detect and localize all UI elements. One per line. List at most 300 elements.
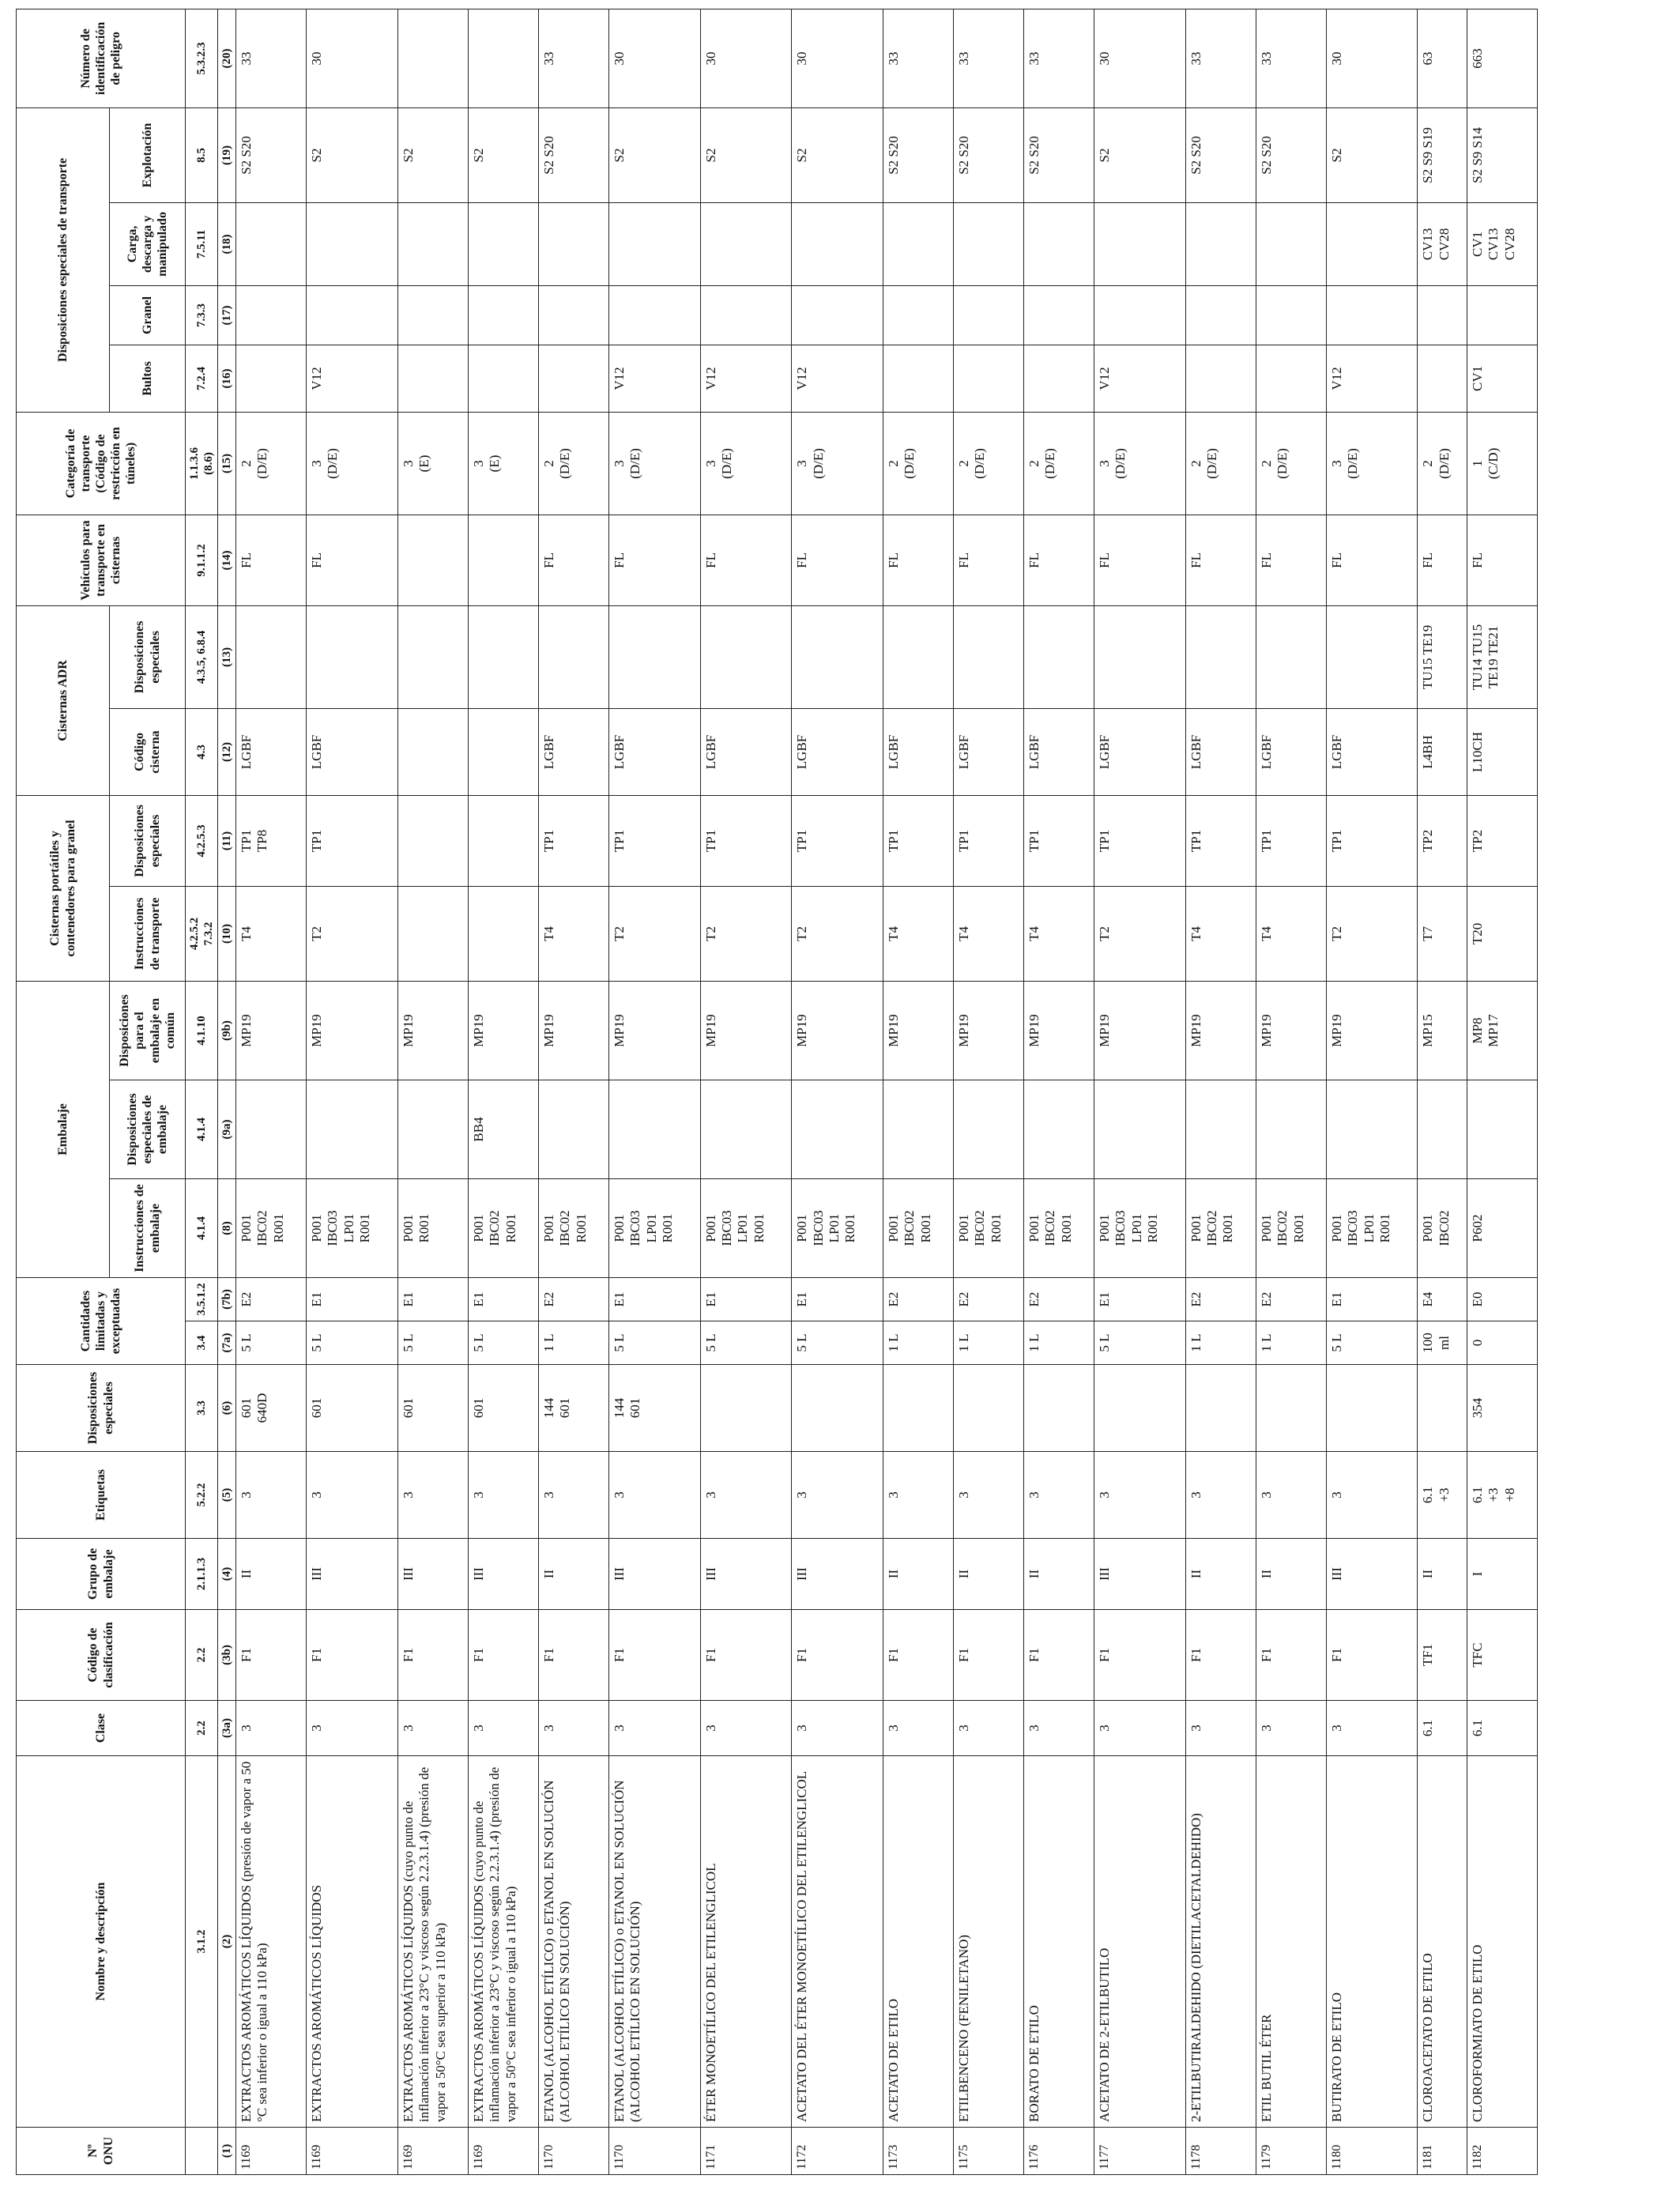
name-cell: ETANOL (ALCOHOL ETÍLICO) o ETANOL EN SOLUCIÓN (ALCOHOL ETÍLICO EN SOLUCIÓN): [538, 1756, 608, 2128]
bulk-cell: [538, 285, 608, 345]
packages-cell: [468, 345, 538, 412]
hazard-number-cell: 30: [792, 9, 883, 107]
operation-cell: S2: [307, 107, 398, 202]
loading-cell: [397, 202, 468, 285]
bulk-cell: [1418, 285, 1467, 345]
class-cell: 3: [953, 1701, 1023, 1756]
special-packing-cell: [953, 1080, 1023, 1179]
special-provisions-cell: 601: [468, 1365, 538, 1452]
packing-instructions-cell: P001 IBC03 LP01 R001: [307, 1179, 398, 1278]
limited-quantity-cell: 1 L: [1185, 1321, 1256, 1365]
header-hazard-number: Número de identificación de peligro: [17, 9, 186, 107]
tank-special-cell: [397, 605, 468, 708]
packages-cell: [538, 345, 608, 412]
column-number-cell: (8): [218, 1179, 236, 1278]
packing-instructions-cell: P001 IBC03 LP01 R001: [608, 1179, 700, 1278]
packing-group-cell: II: [1256, 1539, 1326, 1610]
transport-category-cell: 3 (E): [397, 412, 468, 515]
table-row: [700, 9, 792, 2174]
classification-code-cell: F1: [468, 1610, 538, 1701]
classification-code-cell: F1: [538, 1610, 608, 1701]
excepted-quantity-cell: E1: [468, 1278, 538, 1321]
operation-cell: S2 S20: [1023, 107, 1094, 202]
packing-group-cell: II: [1023, 1539, 1094, 1610]
header-un-number: Nº ONU: [17, 2128, 186, 2175]
tank-special-cell: TU14 TU15 TE19 TE21: [1467, 605, 1537, 708]
packing-instructions-cell: P001 R001: [397, 1179, 468, 1278]
portable-tank-instructions-cell: [468, 886, 538, 981]
reference-cell: [186, 2128, 218, 2175]
tank-vehicle-cell: [397, 515, 468, 605]
portable-tank-special-cell: TP1: [792, 795, 883, 886]
header-tank-vehicle: Vehículos para transporte en cisternas: [17, 515, 186, 605]
packing-instructions-cell: P001 IBC02 R001: [1023, 1179, 1094, 1278]
class-cell: 3: [1256, 1701, 1326, 1756]
un-number-cell: 1169: [236, 2128, 307, 2175]
hazard-number-cell: 63: [1418, 9, 1467, 107]
name-cell: 2-ETILBUTIRALDEHIDO (DIETILACETALDEHIDO): [1185, 1756, 1256, 2128]
labels-cell: 3: [1023, 1452, 1094, 1539]
loading-cell: [1326, 202, 1418, 285]
tank-special-cell: [700, 605, 792, 708]
portable-tank-special-cell: TP1: [608, 795, 700, 886]
limited-quantity-cell: 5 L: [468, 1321, 538, 1365]
hazard-number-cell: 33: [1256, 9, 1326, 107]
classification-code-cell: TF1: [1418, 1610, 1467, 1701]
tank-vehicle-cell: FL: [792, 515, 883, 605]
limited-quantity-cell: 1 L: [953, 1321, 1023, 1365]
tank-vehicle-cell: FL: [1185, 515, 1256, 605]
portable-tank-special-cell: TP1: [1326, 795, 1418, 886]
reference-cell: 8.5: [186, 107, 218, 202]
tank-special-cell: [236, 605, 307, 708]
tank-vehicle-cell: FL: [236, 515, 307, 605]
class-cell: 3: [1094, 1701, 1186, 1756]
transport-category-cell: 2 (D/E): [236, 412, 307, 515]
packing-instructions-cell: P001 IBC03 LP01 R001: [1326, 1179, 1418, 1278]
packages-cell: [1418, 345, 1467, 412]
table-row: [1185, 9, 1256, 2174]
packages-cell: [1256, 345, 1326, 412]
reference-cell: 4.1.4: [186, 1080, 218, 1179]
loading-cell: CV13 CV28: [1418, 202, 1467, 285]
special-packing-cell: [700, 1080, 792, 1179]
un-number-cell: 1175: [953, 2128, 1023, 2175]
reference-cell: 3.4: [186, 1321, 218, 1365]
special-packing-cell: [307, 1080, 398, 1179]
table-row: [883, 9, 953, 2174]
special-provisions-cell: [883, 1365, 953, 1452]
tank-code-cell: LGBF: [1256, 708, 1326, 795]
document-page: [16, 22, 1538, 2175]
un-number-cell: 1179: [1256, 2128, 1326, 2175]
limited-quantity-cell: 0: [1467, 1321, 1537, 1365]
reference-cell: 4.1.10: [186, 981, 218, 1080]
name-cell: ACETATO DE ETILO: [883, 1756, 953, 2128]
packages-cell: [397, 345, 468, 412]
labels-cell: 3: [1326, 1452, 1418, 1539]
special-packing-cell: [608, 1080, 700, 1179]
mixed-packing-cell: MP19: [1185, 981, 1256, 1080]
tank-code-cell: LGBF: [307, 708, 398, 795]
reference-cell: 3.1.2: [186, 1756, 218, 2128]
transport-category-cell: 2 (D/E): [883, 412, 953, 515]
packing-instructions-cell: P001 IBC03 LP01 R001: [1094, 1179, 1186, 1278]
special-provisions-cell: [700, 1365, 792, 1452]
mixed-packing-cell: MP19: [397, 981, 468, 1080]
loading-cell: CV1 CV13 CV28: [1467, 202, 1537, 285]
dangerous-goods-table: [16, 9, 1538, 2175]
classification-code-cell: F1: [608, 1610, 700, 1701]
packing-instructions-cell: P001 IBC02 R001: [538, 1179, 608, 1278]
column-number-cell: (4): [218, 1539, 236, 1610]
packages-cell: V12: [792, 345, 883, 412]
portable-tank-special-cell: TP1: [953, 795, 1023, 886]
limited-quantity-cell: 5 L: [608, 1321, 700, 1365]
operation-cell: S2 S20: [953, 107, 1023, 202]
portable-tank-special-cell: TP1: [883, 795, 953, 886]
tank-special-cell: [538, 605, 608, 708]
reference-cell: 4.3: [186, 708, 218, 795]
packing-instructions-cell: P001 IBC02 R001: [1256, 1179, 1326, 1278]
tank-vehicle-cell: FL: [1023, 515, 1094, 605]
class-cell: 6.1: [1418, 1701, 1467, 1756]
mixed-packing-cell: MP19: [1326, 981, 1418, 1080]
tank-special-cell: [953, 605, 1023, 708]
column-number-cell: (17): [218, 285, 236, 345]
tank-special-cell: [468, 605, 538, 708]
bulk-cell: [236, 285, 307, 345]
un-number-cell: 1169: [397, 2128, 468, 2175]
portable-tank-special-cell: TP1: [307, 795, 398, 886]
header-transport-special: Disposiciones especiales de transporte: [17, 107, 110, 412]
tank-special-cell: [883, 605, 953, 708]
packing-group-cell: II: [236, 1539, 307, 1610]
operation-cell: S2 S9 S14: [1467, 107, 1537, 202]
bulk-cell: [1256, 285, 1326, 345]
transport-category-cell: 2 (D/E): [1418, 412, 1467, 515]
name-cell: ETANOL (ALCOHOL ETÍLICO) o ETANOL EN SOLUCIÓN (ALCOHOL ETÍLICO EN SOLUCIÓN): [608, 1756, 700, 2128]
classification-code-cell: F1: [307, 1610, 398, 1701]
special-packing-cell: [538, 1080, 608, 1179]
limited-quantity-cell: 100 ml: [1418, 1321, 1467, 1365]
tank-vehicle-cell: FL: [538, 515, 608, 605]
header-classification-code: Código de clasificación: [17, 1610, 186, 1701]
loading-cell: [1185, 202, 1256, 285]
table-row: [468, 9, 538, 2174]
table-header: [17, 9, 236, 2174]
class-cell: 3: [307, 1701, 398, 1756]
header-packages: Bultos: [110, 345, 186, 412]
header-limited-quantities: Cantidades limitadas y exceptuadas: [17, 1278, 186, 1365]
un-number-cell: 1178: [1185, 2128, 1256, 2175]
limited-quantity-cell: 5 L: [1094, 1321, 1186, 1365]
transport-category-cell: 2 (D/E): [1023, 412, 1094, 515]
excepted-quantity-cell: E1: [608, 1278, 700, 1321]
transport-category-cell: 3 (E): [468, 412, 538, 515]
mixed-packing-cell: MP19: [953, 981, 1023, 1080]
packing-instructions-cell: P001 IBC02 R001: [468, 1179, 538, 1278]
limited-quantity-cell: 5 L: [397, 1321, 468, 1365]
column-number-cell: (12): [218, 708, 236, 795]
special-provisions-cell: 601 640D: [236, 1365, 307, 1452]
column-number-cell: (11): [218, 795, 236, 886]
table-body: [236, 9, 1538, 2174]
portable-tank-special-cell: TP1: [1094, 795, 1186, 886]
packages-cell: V12: [608, 345, 700, 412]
excepted-quantity-cell: E2: [953, 1278, 1023, 1321]
bulk-cell: [1185, 285, 1256, 345]
reference-cell: 5.2.2: [186, 1452, 218, 1539]
portable-tank-instructions-cell: T2: [792, 886, 883, 981]
mixed-packing-cell: MP19: [468, 981, 538, 1080]
packing-instructions-cell: P602: [1467, 1179, 1537, 1278]
un-number-cell: 1173: [883, 2128, 953, 2175]
special-packing-cell: [1256, 1080, 1326, 1179]
tank-code-cell: L10CH: [1467, 708, 1537, 795]
class-cell: 3: [1185, 1701, 1256, 1756]
tank-code-cell: LGBF: [1185, 708, 1256, 795]
tank-vehicle-cell: FL: [1326, 515, 1418, 605]
portable-tank-special-cell: [468, 795, 538, 886]
packing-group-cell: III: [468, 1539, 538, 1610]
labels-cell: 3: [538, 1452, 608, 1539]
tank-special-cell: [608, 605, 700, 708]
operation-cell: S2: [1326, 107, 1418, 202]
hazard-number-cell: 30: [307, 9, 398, 107]
portable-tank-instructions-cell: T20: [1467, 886, 1537, 981]
operation-cell: S2: [700, 107, 792, 202]
operation-cell: S2: [608, 107, 700, 202]
excepted-quantity-cell: E2: [1023, 1278, 1094, 1321]
hazard-number-cell: 30: [700, 9, 792, 107]
transport-category-cell: 2 (D/E): [538, 412, 608, 515]
column-number-cell: (16): [218, 345, 236, 412]
labels-cell: 3: [397, 1452, 468, 1539]
tank-vehicle-cell: FL: [307, 515, 398, 605]
portable-tank-instructions-cell: T2: [307, 886, 398, 981]
transport-category-cell: 2 (D/E): [1256, 412, 1326, 515]
limited-quantity-cell: 5 L: [1326, 1321, 1418, 1365]
special-packing-cell: [397, 1080, 468, 1179]
loading-cell: [953, 202, 1023, 285]
classification-code-cell: F1: [953, 1610, 1023, 1701]
bulk-cell: [700, 285, 792, 345]
labels-cell: 3: [1094, 1452, 1186, 1539]
header-portable-tanks: Cisternas portátiles y contenedores para granel: [17, 795, 110, 981]
portable-tank-instructions-cell: T2: [700, 886, 792, 981]
special-provisions-cell: [1326, 1365, 1418, 1452]
bulk-cell: [608, 285, 700, 345]
table-row: [1256, 9, 1326, 2174]
excepted-quantity-cell: E1: [397, 1278, 468, 1321]
class-cell: 3: [700, 1701, 792, 1756]
loading-cell: [700, 202, 792, 285]
name-cell: BORATO DE ETILO: [1023, 1756, 1094, 2128]
name-cell: CLOROACETATO DE ETILO: [1418, 1756, 1467, 2128]
table-row: [236, 9, 307, 2174]
packing-instructions-cell: P001 IBC02 R001: [883, 1179, 953, 1278]
tank-special-cell: [1326, 605, 1418, 708]
packing-group-cell: III: [608, 1539, 700, 1610]
tank-special-cell: [307, 605, 398, 708]
bulk-cell: [307, 285, 398, 345]
tank-code-cell: LGBF: [883, 708, 953, 795]
packing-group-cell: II: [1418, 1539, 1467, 1610]
name-cell: EXTRACTOS AROMÁTICOS LÍQUIDOS (cuyo punto de inflamación inferior a 23°C y viscoso según 2.2.3.1.4) (presión de vapor a 50°C sea superior a 110 kPa): [397, 1756, 468, 2128]
hazard-number-cell: 33: [1185, 9, 1256, 107]
transport-category-cell: 2 (D/E): [953, 412, 1023, 515]
hazard-number-cell: 30: [608, 9, 700, 107]
reference-cell: 4.1.4: [186, 1179, 218, 1278]
name-cell: ACETATO DEL ÉTER MONOETÍLICO DEL ETILENGLICOL: [792, 1756, 883, 2128]
special-packing-cell: [792, 1080, 883, 1179]
hazard-number-cell: 33: [953, 9, 1023, 107]
tank-vehicle-cell: FL: [883, 515, 953, 605]
column-number-cell: (9b): [218, 981, 236, 1080]
bulk-cell: [1023, 285, 1094, 345]
column-number-cell: (15): [218, 412, 236, 515]
table-row: [1023, 9, 1094, 2174]
header-bulk: Granel: [110, 285, 186, 345]
class-cell: 3: [397, 1701, 468, 1756]
special-provisions-cell: [1418, 1365, 1467, 1452]
portable-tank-instructions-cell: T4: [1256, 886, 1326, 981]
operation-cell: S2: [792, 107, 883, 202]
transport-category-cell: 3 (D/E): [700, 412, 792, 515]
portable-tank-special-cell: TP1: [1256, 795, 1326, 886]
operation-cell: S2: [468, 107, 538, 202]
excepted-quantity-cell: E2: [236, 1278, 307, 1321]
portable-tank-instructions-cell: T2: [1326, 886, 1418, 981]
limited-quantity-cell: 1 L: [883, 1321, 953, 1365]
un-number-cell: 1169: [307, 2128, 398, 2175]
header-portable-special: Disposiciones especiales: [110, 795, 186, 886]
header-mixed-packing: Disposiciones para el embalaje en común: [110, 981, 186, 1080]
reference-cell: 2.1.1.3: [186, 1539, 218, 1610]
column-number-cell: (20): [218, 9, 236, 107]
tank-vehicle-cell: FL: [1467, 515, 1537, 605]
reference-row: [186, 9, 218, 2174]
tank-vehicle-cell: FL: [1418, 515, 1467, 605]
classification-code-cell: TFC: [1467, 1610, 1537, 1701]
reference-cell: 7.5.11: [186, 202, 218, 285]
header-portable-instructions: Instrucciones de transporte: [110, 886, 186, 981]
limited-quantity-cell: 5 L: [236, 1321, 307, 1365]
limited-quantity-cell: 5 L: [792, 1321, 883, 1365]
tank-code-cell: [397, 708, 468, 795]
special-provisions-cell: 354: [1467, 1365, 1537, 1452]
mixed-packing-cell: MP19: [1023, 981, 1094, 1080]
table-row: [953, 9, 1023, 2174]
column-number-cell: (2): [218, 1756, 236, 2128]
tank-special-cell: [1256, 605, 1326, 708]
packing-instructions-cell: P001 IBC03 LP01 R001: [700, 1179, 792, 1278]
hazard-number-cell: 33: [538, 9, 608, 107]
reference-cell: 3.5.1.2: [186, 1278, 218, 1321]
excepted-quantity-cell: E1: [700, 1278, 792, 1321]
tank-code-cell: LGBF: [608, 708, 700, 795]
bulk-cell: [1094, 285, 1186, 345]
un-number-cell: 1172: [792, 2128, 883, 2175]
loading-cell: [307, 202, 398, 285]
packing-group-cell: III: [1094, 1539, 1186, 1610]
reference-cell: 1.1.3.6 (8.6): [186, 412, 218, 515]
name-cell: ETIL BUTIL ÉTER: [1256, 1756, 1326, 2128]
tank-vehicle-cell: FL: [1256, 515, 1326, 605]
tank-special-cell: [1023, 605, 1094, 708]
labels-cell: 3: [953, 1452, 1023, 1539]
special-provisions-cell: [1023, 1365, 1094, 1452]
tank-code-cell: L4BH: [1418, 708, 1467, 795]
class-cell: 6.1: [1467, 1701, 1537, 1756]
table-row: [1326, 9, 1418, 2174]
excepted-quantity-cell: E1: [307, 1278, 398, 1321]
tank-code-cell: [468, 708, 538, 795]
header-packing-group: Grupo de embalaje: [17, 1539, 186, 1610]
un-number-cell: 1171: [700, 2128, 792, 2175]
un-number-cell: 1177: [1094, 2128, 1186, 2175]
name-cell: ÉTER MONOETÍLICO DEL ETILENGLICOL: [700, 1756, 792, 2128]
classification-code-cell: F1: [1023, 1610, 1094, 1701]
packing-instructions-cell: P001 IBC02: [1418, 1179, 1467, 1278]
reference-cell: 7.3.3: [186, 285, 218, 345]
packages-cell: V12: [1326, 345, 1418, 412]
special-provisions-cell: [1185, 1365, 1256, 1452]
header-loading: Carga, descarga y manipulado: [110, 202, 186, 285]
tank-vehicle-cell: [468, 515, 538, 605]
transport-category-cell: 2 (D/E): [1185, 412, 1256, 515]
special-provisions-cell: [1094, 1365, 1186, 1452]
packing-group-cell: III: [1326, 1539, 1418, 1610]
limited-quantity-cell: 1 L: [1023, 1321, 1094, 1365]
excepted-quantity-cell: E1: [1326, 1278, 1418, 1321]
labels-cell: 3: [608, 1452, 700, 1539]
mixed-packing-cell: MP19: [236, 981, 307, 1080]
reference-cell: 9.1.1.2: [186, 515, 218, 605]
mixed-packing-cell: MP19: [1094, 981, 1186, 1080]
column-number-cell: (14): [218, 515, 236, 605]
bulk-cell: [397, 285, 468, 345]
labels-cell: 3: [792, 1452, 883, 1539]
tank-special-cell: [1185, 605, 1256, 708]
table-row: [397, 9, 468, 2174]
table-row: [1094, 9, 1186, 2174]
column-number-cell: (19): [218, 107, 236, 202]
class-cell: 3: [1326, 1701, 1418, 1756]
column-number-row: [218, 9, 236, 2174]
limited-quantity-cell: 5 L: [307, 1321, 398, 1365]
operation-cell: S2 S20: [236, 107, 307, 202]
header-adr-tanks: Cisternas ADR: [17, 605, 110, 795]
portable-tank-instructions-cell: T2: [1094, 886, 1186, 981]
header-operation: Explotación: [110, 107, 186, 202]
special-provisions-cell: 601: [307, 1365, 398, 1452]
header-class: Clase: [17, 1701, 186, 1756]
packages-cell: [883, 345, 953, 412]
bulk-cell: [1326, 285, 1418, 345]
reference-cell: 2.2: [186, 1610, 218, 1701]
labels-cell: 3: [1185, 1452, 1256, 1539]
transport-category-cell: 3 (D/E): [792, 412, 883, 515]
mixed-packing-cell: MP19: [307, 981, 398, 1080]
special-packing-cell: [236, 1080, 307, 1179]
mixed-packing-cell: MP19: [608, 981, 700, 1080]
packing-group-cell: III: [792, 1539, 883, 1610]
classification-code-cell: F1: [1256, 1610, 1326, 1701]
transport-category-cell: 3 (D/E): [1326, 412, 1418, 515]
hazard-number-cell: 30: [1326, 9, 1418, 107]
